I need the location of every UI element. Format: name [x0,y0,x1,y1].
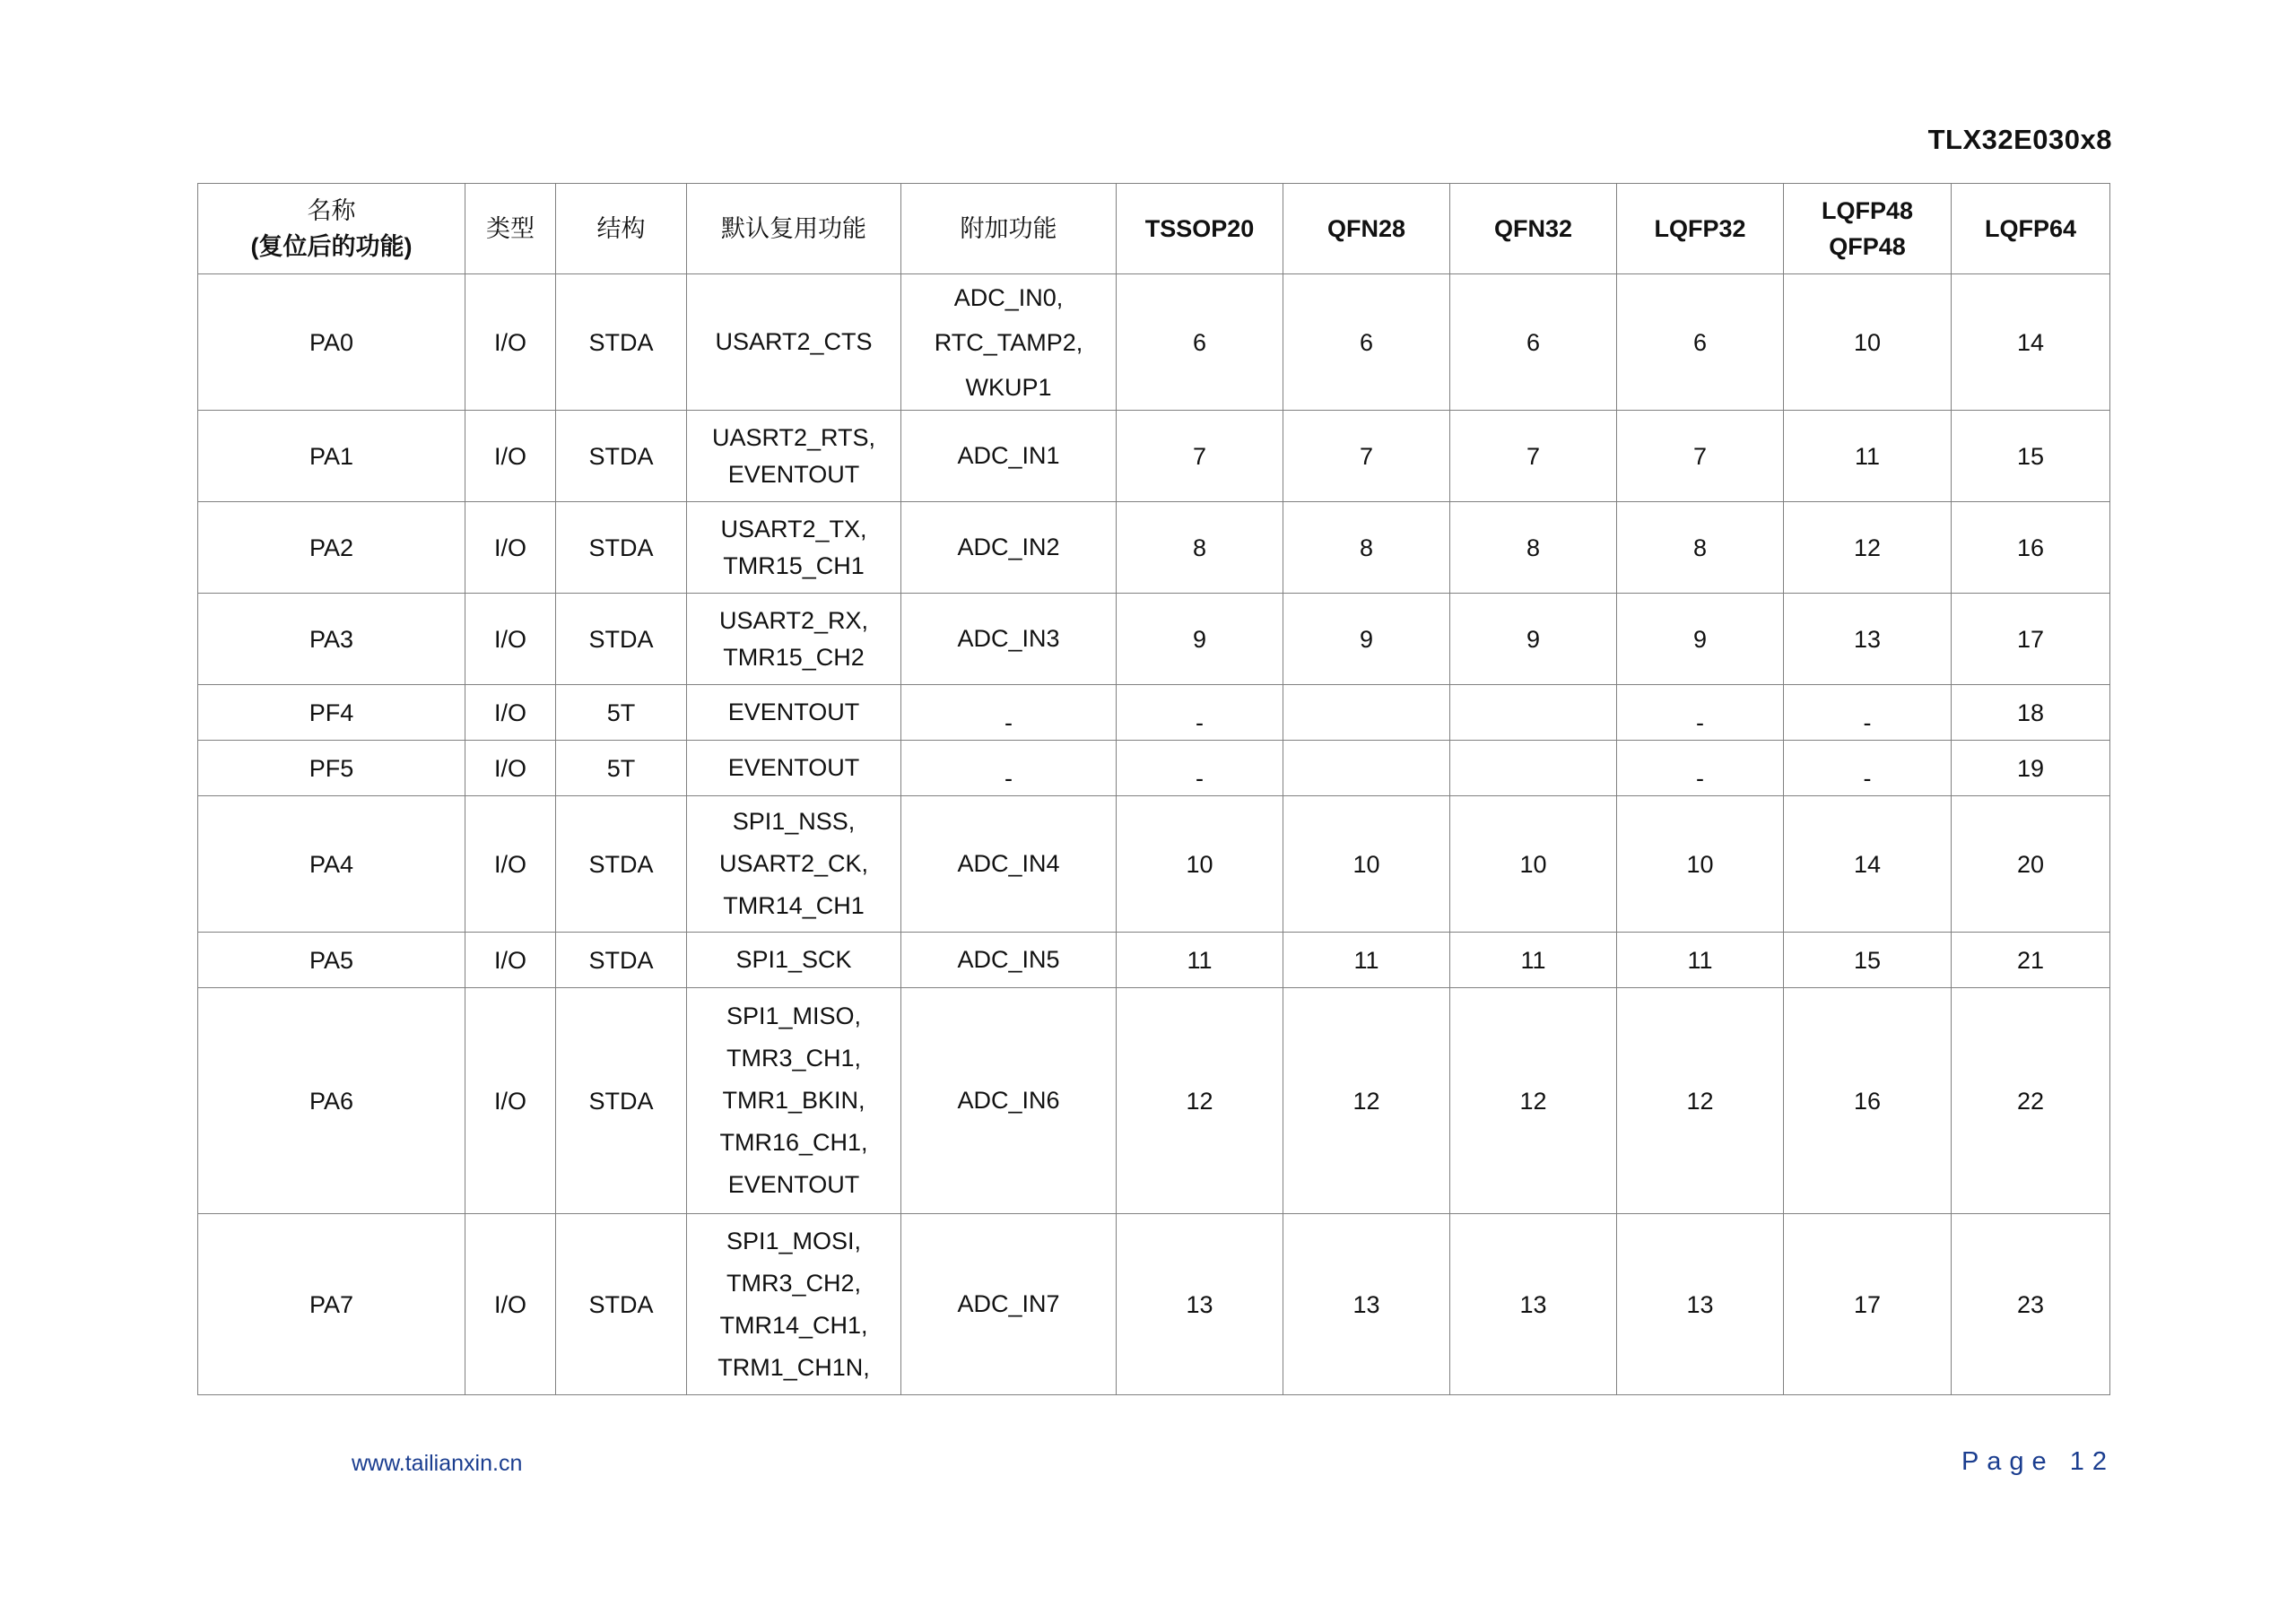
header-qfn28: QFN28 [1283,184,1450,274]
cell-lqfp64: 14 [1952,274,2110,411]
cell-type: I/O [465,796,556,933]
cell-default-af [687,685,901,741]
cell-qfn28: 6 [1283,274,1450,411]
cell-default-af-line: EVENTOUT [727,754,860,781]
cell-additional-line: ADC_IN1 [957,442,1060,469]
cell-default-af [687,411,901,502]
cell-qfn28: 12 [1283,988,1450,1214]
cell-tssop20: - [1117,685,1283,741]
cell-pin-name: PA0 [198,274,465,411]
cell-default-af-line: TMR16_CH1, [719,1129,868,1156]
cell-tssop20: 12 [1117,988,1283,1214]
cell-qfn28: 9 [1283,594,1450,685]
cell-default-af-line: TMR3_CH2, [726,1269,862,1297]
cell-structure: STDA [556,502,687,594]
header-lqfp32: LQFP32 [1617,184,1784,274]
cell-default-af-line: TMR14_CH1, [719,1311,868,1339]
cell-lqfp48: 15 [1784,933,1952,988]
pin-definition-table [197,183,2110,1395]
cell-lqfp48: 11 [1784,411,1952,502]
cell-default-af-line: SPI1_SCK [735,946,852,973]
cell-default-af-line: USART2_CTS [715,328,873,355]
cell-lqfp32: 11 [1617,933,1784,988]
cell-pin-name: PA6 [198,988,465,1214]
header-lqfp48-line2: QFP48 [1829,233,1906,260]
cell-pin-name: PF4 [198,685,465,741]
table-row [198,594,2110,685]
cell-default-af-line: EVENTOUT [727,699,860,725]
cell-lqfp48: 14 [1784,796,1952,933]
cell-qfn32 [1450,741,1617,796]
cell-default-af-line: TMR14_CH1 [723,892,865,919]
cell-default-af-line: TMR15_CH1 [723,551,865,579]
cell-additional [901,933,1117,988]
cell-additional [901,988,1117,1214]
cell-lqfp48: 16 [1784,988,1952,1214]
cell-lqfp48: 13 [1784,594,1952,685]
header-lqfp64: LQFP64 [1952,184,2110,274]
cell-lqfp64: 21 [1952,933,2110,988]
table-body [198,274,2110,1395]
cell-lqfp48: 12 [1784,502,1952,594]
header-name-line2: (复位后的功能) [250,233,413,260]
header-name-line1: 名称 [307,197,356,224]
cell-lqfp32: 9 [1617,594,1784,685]
cell-structure: STDA [556,796,687,933]
cell-default-af-line: SPI1_MISO, [726,1002,862,1029]
header-tssop20: TSSOP20 [1117,184,1283,274]
cell-structure: STDA [556,988,687,1214]
cell-default-af [687,274,901,411]
cell-default-af-line: USART2_TX, [720,515,867,542]
cell-additional-line: ADC_IN2 [957,534,1060,560]
cell-additional-line: ADC_IN5 [957,946,1060,973]
cell-lqfp32: 13 [1617,1214,1784,1395]
cell-additional [901,685,1117,741]
cell-lqfp32: 6 [1617,274,1784,411]
cell-pin-name: PA5 [198,933,465,988]
header-additional: 附加功能 [901,184,1117,274]
cell-tssop20: 8 [1117,502,1283,594]
cell-lqfp48: - [1784,685,1952,741]
table-row [198,796,2110,933]
header-lqfp48 [1784,184,1952,274]
table-row [198,685,2110,741]
cell-qfn32: 8 [1450,502,1617,594]
cell-default-af [687,502,901,594]
header-type: 类型 [465,184,556,274]
cell-lqfp48: 10 [1784,274,1952,411]
cell-qfn28: 7 [1283,411,1450,502]
cell-default-af-line: SPI1_MOSI, [726,1227,862,1254]
cell-default-af-line: TRM1_CH1N, [718,1353,870,1381]
header-lqfp48-line1: LQFP48 [1821,197,1914,224]
cell-lqfp48: 17 [1784,1214,1952,1395]
cell-qfn32 [1450,685,1617,741]
cell-qfn32: 13 [1450,1214,1617,1395]
cell-additional-line: ADC_IN6 [957,1087,1060,1114]
cell-structure: STDA [556,933,687,988]
cell-additional [901,274,1117,411]
cell-default-af-line: TMR3_CH1, [726,1045,862,1072]
cell-lqfp32: - [1617,741,1784,796]
cell-lqfp32: 8 [1617,502,1784,594]
cell-lqfp64: 22 [1952,988,2110,1214]
cell-qfn32: 11 [1450,933,1617,988]
cell-qfn28: 11 [1283,933,1450,988]
cell-lqfp32: 12 [1617,988,1784,1214]
cell-type: I/O [465,685,556,741]
cell-tssop20: - [1117,741,1283,796]
document-title: TLX32E030x8 [1927,124,2112,155]
table-row [198,1214,2110,1395]
cell-additional [901,411,1117,502]
cell-additional-line: RTC_TAMP2, [934,328,1083,356]
cell-qfn32: 10 [1450,796,1617,933]
cell-additional [901,502,1117,594]
cell-default-af [687,933,901,988]
header-qfn32: QFN32 [1450,184,1617,274]
cell-type: I/O [465,594,556,685]
cell-default-af-line: UASRT2_RTS, [711,423,876,451]
cell-lqfp64: 15 [1952,411,2110,502]
cell-pin-name: PF5 [198,741,465,796]
cell-lqfp64: 17 [1952,594,2110,685]
cell-default-af-line: TMR1_BKIN, [722,1087,865,1114]
cell-default-af-line: EVENTOUT [727,460,860,488]
cell-default-af-line: SPI1_NSS, [732,808,856,835]
header-default-af: 默认复用功能 [687,184,901,274]
cell-pin-name: PA3 [198,594,465,685]
header-row [198,184,2110,274]
cell-type: I/O [465,741,556,796]
cell-additional [901,796,1117,933]
cell-additional-line: ADC_IN0, [953,283,1064,311]
cell-structure: 5T [556,685,687,741]
cell-additional [901,741,1117,796]
footer-page-number: Page 12 [1961,1447,2115,1476]
cell-lqfp48: - [1784,741,1952,796]
header-structure: 结构 [556,184,687,274]
cell-additional-line: - [1004,765,1013,792]
cell-tssop20: 6 [1117,274,1283,411]
cell-tssop20: 7 [1117,411,1283,502]
cell-additional [901,1214,1117,1395]
cell-lqfp64: 19 [1952,741,2110,796]
header-name [198,184,465,274]
cell-qfn32: 12 [1450,988,1617,1214]
cell-default-af [687,796,901,933]
cell-qfn32: 7 [1450,411,1617,502]
cell-type: I/O [465,411,556,502]
cell-structure: STDA [556,411,687,502]
cell-lqfp32: 10 [1617,796,1784,933]
cell-default-af-line: USART2_RX, [718,606,869,634]
cell-tssop20: 13 [1117,1214,1283,1395]
cell-default-af-line: EVENTOUT [727,1171,860,1198]
cell-pin-name: PA7 [198,1214,465,1395]
cell-additional-line: - [1004,709,1013,736]
table-row [198,988,2110,1214]
cell-type: I/O [465,988,556,1214]
cell-pin-name: PA1 [198,411,465,502]
table-row [198,411,2110,502]
cell-additional [901,594,1117,685]
cell-lqfp64: 18 [1952,685,2110,741]
cell-tssop20: 9 [1117,594,1283,685]
cell-structure: STDA [556,594,687,685]
cell-type: I/O [465,502,556,594]
cell-qfn32: 6 [1450,274,1617,411]
cell-pin-name: PA2 [198,502,465,594]
cell-lqfp32: 7 [1617,411,1784,502]
cell-additional-line: WKUP1 [965,373,1052,401]
cell-type: I/O [465,933,556,988]
cell-additional-line: ADC_IN7 [957,1290,1060,1317]
cell-qfn28 [1283,741,1450,796]
table-row [198,741,2110,796]
cell-qfn32: 9 [1450,594,1617,685]
cell-default-af-line: USART2_CK, [718,850,869,877]
cell-qfn28: 10 [1283,796,1450,933]
cell-qfn28: 13 [1283,1214,1450,1395]
cell-default-af-line: TMR15_CH2 [723,643,865,671]
footer-website-link[interactable]: www.tailianxin.cn [352,1451,523,1476]
cell-lqfp64: 23 [1952,1214,2110,1395]
table-row [198,502,2110,594]
cell-qfn28: 8 [1283,502,1450,594]
cell-default-af [687,1214,901,1395]
cell-type: I/O [465,1214,556,1395]
cell-structure: STDA [556,274,687,411]
cell-additional-line: ADC_IN3 [957,625,1060,652]
cell-default-af [687,594,901,685]
table-row [198,933,2110,988]
cell-tssop20: 11 [1117,933,1283,988]
cell-pin-name: PA4 [198,796,465,933]
cell-lqfp64: 20 [1952,796,2110,933]
cell-type: I/O [465,274,556,411]
cell-default-af [687,741,901,796]
table-row [198,274,2110,411]
table-header [198,184,2110,274]
cell-tssop20: 10 [1117,796,1283,933]
cell-default-af [687,988,901,1214]
cell-structure: STDA [556,1214,687,1395]
cell-structure: 5T [556,741,687,796]
cell-qfn28 [1283,685,1450,741]
cell-lqfp64: 16 [1952,502,2110,594]
cell-lqfp32: - [1617,685,1784,741]
cell-additional-line: ADC_IN4 [957,850,1060,877]
